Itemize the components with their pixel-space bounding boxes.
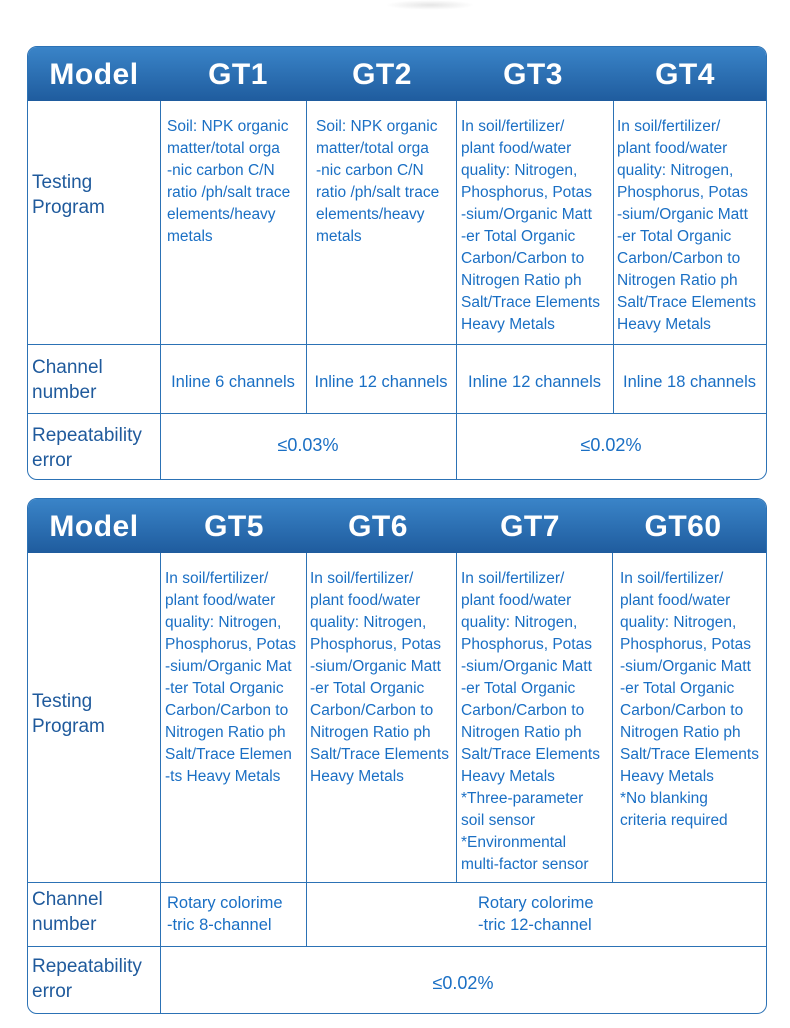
repeatability-error-gt3-gt4: ≤0.02% (580, 435, 642, 455)
model-label: Model (49, 510, 139, 543)
grid-line (306, 553, 307, 946)
row-label-channel-number: Channel number (32, 889, 103, 935)
model-gt4: GT4 (655, 58, 715, 91)
row-label-channel-number: Channel number (32, 357, 103, 403)
grid-line (28, 413, 766, 414)
top-shadow-decoration (385, 0, 475, 10)
row-label-repeatability-error: Repeatability error (32, 425, 142, 471)
repeatability-error-gt1-gt2: ≤0.03% (277, 435, 339, 455)
grid-line (160, 553, 161, 1013)
testing-program-gt5: In soil/fertilizer/ plant food/water quality: Nitrogen, Phosphorus, Potas -sium/Organic Mat -ter Total Organic Carbon/Carbon to Nitrogen Ratio ph Salt/Trace Elemen -ts Heavy Metals (165, 570, 296, 785)
table-header (28, 47, 766, 101)
grid-line (456, 101, 457, 479)
grid-line (28, 344, 766, 345)
spec-table-gt1-gt4 (27, 46, 767, 480)
model-gt2: GT2 (352, 58, 412, 91)
row-label-repeatability-error: Repeatability error (32, 956, 142, 1002)
channel-number-gt2: Inline 12 channels (314, 373, 448, 391)
model-gt3: GT3 (503, 58, 563, 91)
model-gt7: GT7 (500, 510, 560, 543)
model-label: Model (49, 58, 139, 91)
row-label-testing-program: Testing Program (32, 172, 105, 218)
testing-program-gt2: Soil: NPK organic matter/total orga -nic carbon C/N ratio /ph/salt trace elements/heavy metals (316, 118, 440, 245)
grid-line (613, 101, 614, 413)
testing-program-gt7: In soil/fertilizer/ plant food/water quality: Nitrogen, Phosphorus, Potas -sium/Organic Matt -er Total Organic Carbon/Carbon to Nitrogen Ratio ph Salt/Trace Elements Heavy Metals *Three-parameter soil sensor *Environmental multi-factor sensor (461, 570, 600, 873)
model-gt6: GT6 (348, 510, 408, 543)
spec-table-gt5-gt60 (27, 498, 767, 1014)
channel-number-gt3: Inline 12 channels (467, 373, 601, 391)
testing-program-gt60: In soil/fertilizer/ plant food/water quality: Nitrogen, Phosphorus, Potas -sium/Organic Matt -er Total Organic Carbon/Carbon to Nitrogen Ratio ph Salt/Trace Elements Heavy Metals *No blanking criteria required (620, 570, 759, 829)
testing-program-gt6: In soil/fertilizer/ plant food/water quality: Nitrogen, Phosphorus, Potas -sium/Organic Matt -er Total Organic Carbon/Carbon to Nitrogen Ratio ph Salt/Trace Elements Heavy Metals (310, 570, 449, 785)
channel-number-gt1: Inline 6 channels (171, 373, 295, 391)
grid-line (28, 946, 766, 947)
testing-program-gt4: In soil/fertilizer/ plant food/water quality: Nitrogen, Phosphorus, Potas -sium/Organic Matt -er Total Organic Carbon/Carbon to Nitrogen Ratio ph Salt/Trace Elements Heavy Metals (617, 118, 756, 333)
grid-line (28, 882, 766, 883)
repeatability-error-all: ≤0.02% (432, 973, 494, 993)
channel-number-gt6-gt60: Rotary colorime -tric 12-channel (478, 894, 594, 934)
grid-line (612, 553, 613, 882)
channel-number-gt4: Inline 18 channels (622, 373, 756, 391)
table-header (28, 499, 766, 553)
model-gt1: GT1 (208, 58, 268, 91)
testing-program-gt3: In soil/fertilizer/ plant food/water quality: Nitrogen, Phosphorus, Potas -sium/Organic Matt -er Total Organic Carbon/Carbon to Nitrogen Ratio ph Salt/Trace Elements Heavy Metals (461, 118, 600, 333)
model-gt60: GT60 (644, 510, 722, 543)
grid-line (160, 101, 161, 479)
model-gt5: GT5 (204, 510, 264, 543)
row-label-testing-program: Testing Program (32, 691, 105, 737)
grid-line (306, 101, 307, 413)
channel-number-gt5: Rotary colorime -tric 8-channel (167, 894, 283, 934)
grid-line (456, 553, 457, 882)
testing-program-gt1: Soil: NPK organic matter/total orga -nic carbon C/N ratio /ph/salt trace elements/heavy metals (167, 118, 291, 245)
